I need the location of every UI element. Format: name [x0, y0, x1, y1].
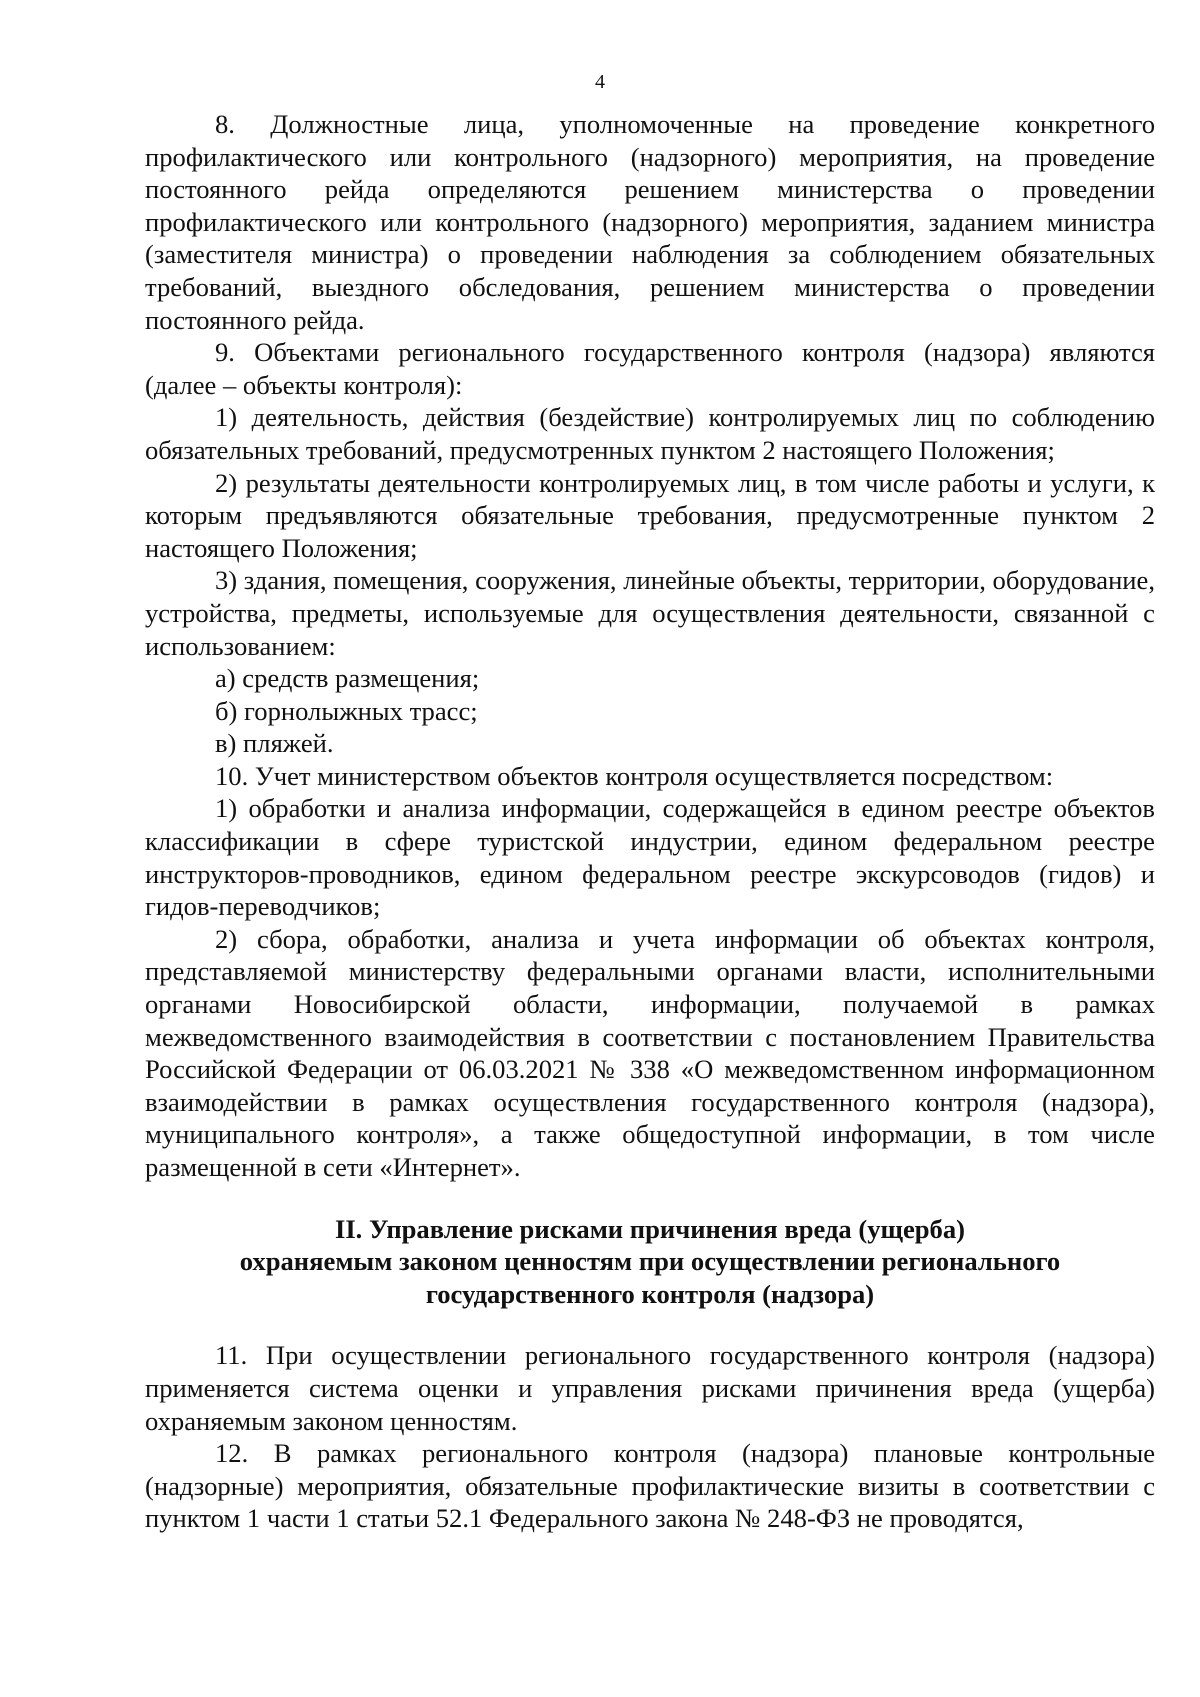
paragraph-9-item-3a: а) средств размещения;: [215, 663, 480, 694]
paragraph-10-item-1: 1) обработки и анализа информации, содержащейся в едином реестре объектов классификации в сфере туристской индустрии, едином федеральном реестре инструкторов-проводников, едином федеральном реестре экскурсоводов (гидов) и гидов-переводчиков;: [145, 793, 1155, 922]
page-number: 4: [595, 71, 605, 93]
paragraph-9-item-1: 1) деятельность, действия (бездействие) контролируемых лиц по соблюдению обязательных требований, предусмотренных пунктом 2 настоящего Положения;: [145, 402, 1155, 465]
section-heading-line-2: охраняемым законом ценностям при осуществлении регионального: [239, 1246, 1061, 1277]
paragraph-9-item-3b: б) горнолыжных трасс;: [215, 695, 478, 726]
paragraph-8: 8. Должностные лица, уполномоченные на проведение конкретного профилактического или контрольного (надзорного) мероприятия, на проведение постоянного рейда определяются решением министерства о проведении профилактического или контрольного (надзорного) мероприятия, заданием министра (заместителя министра) о проведении наблюдения за соблюдением обязательных требований, выездного обследования, решением министерства о проведении постоянного рейда.: [145, 109, 1155, 335]
paragraph-10: 10. Учет министерством объектов контроля осуществляется посредством:: [215, 760, 1054, 791]
document-body: [145, 108, 1155, 1535]
paragraph-10-item-2: 2) сбора, обработки, анализа и учета информации об объектах контроля, представляемой министерству федеральными органами власти, исполнительными органами Новосибирской области, информации, получаемой в рамках межведомственного взаимодействия в соответствии с постановлением Правительства Российской Федерации от 06.03.2021 № 338 «О межведомственном информационном взаимодействии в рамках осуществления государственного контроля (надзора), муниципального контроля», а также общедоступной информации, в том числе размещенной в сети «Интернет».: [145, 923, 1155, 1182]
paragraph-9-item-3c: в) пляжей.: [215, 728, 334, 759]
paragraph-12: 12. В рамках регионального контроля (надзора) плановые контрольные (надзорные) мероприятия, обязательные профилактические визиты в соответствии с пунктом 1 части 1 статьи 52.1 Федерального закона № 248-ФЗ не проводятся,: [145, 1438, 1155, 1534]
section-heading-line-1: II. Управление рисками причинения вреда (ущерба): [334, 1213, 965, 1244]
section-heading-line-3: государственного контроля (надзора): [425, 1278, 875, 1309]
paragraph-9-item-3: 3) здания, помещения, сооружения, линейные объекты, территории, оборудование, устройства, предметы, используемые для осуществления деятельности, связанной с использованием:: [145, 565, 1155, 661]
paragraph-9-item-2: 2) результаты деятельности контролируемых лиц, в том числе работы и услуги, к которым предъявляются обязательные требования, предусмотренные пунктом 2 настоящего Положения;: [145, 467, 1155, 563]
paragraph-11: 11. При осуществлении регионального государственного контроля (надзора) применяется система оценки и управления рисками причинения вреда (ущерба) охраняемым законом ценностям.: [145, 1340, 1155, 1436]
section-heading: [145, 1213, 1155, 1311]
paragraph-9: 9. Объектами регионального государственного контроля (надзора) являются (далее – объекты контроля):: [145, 337, 1155, 400]
